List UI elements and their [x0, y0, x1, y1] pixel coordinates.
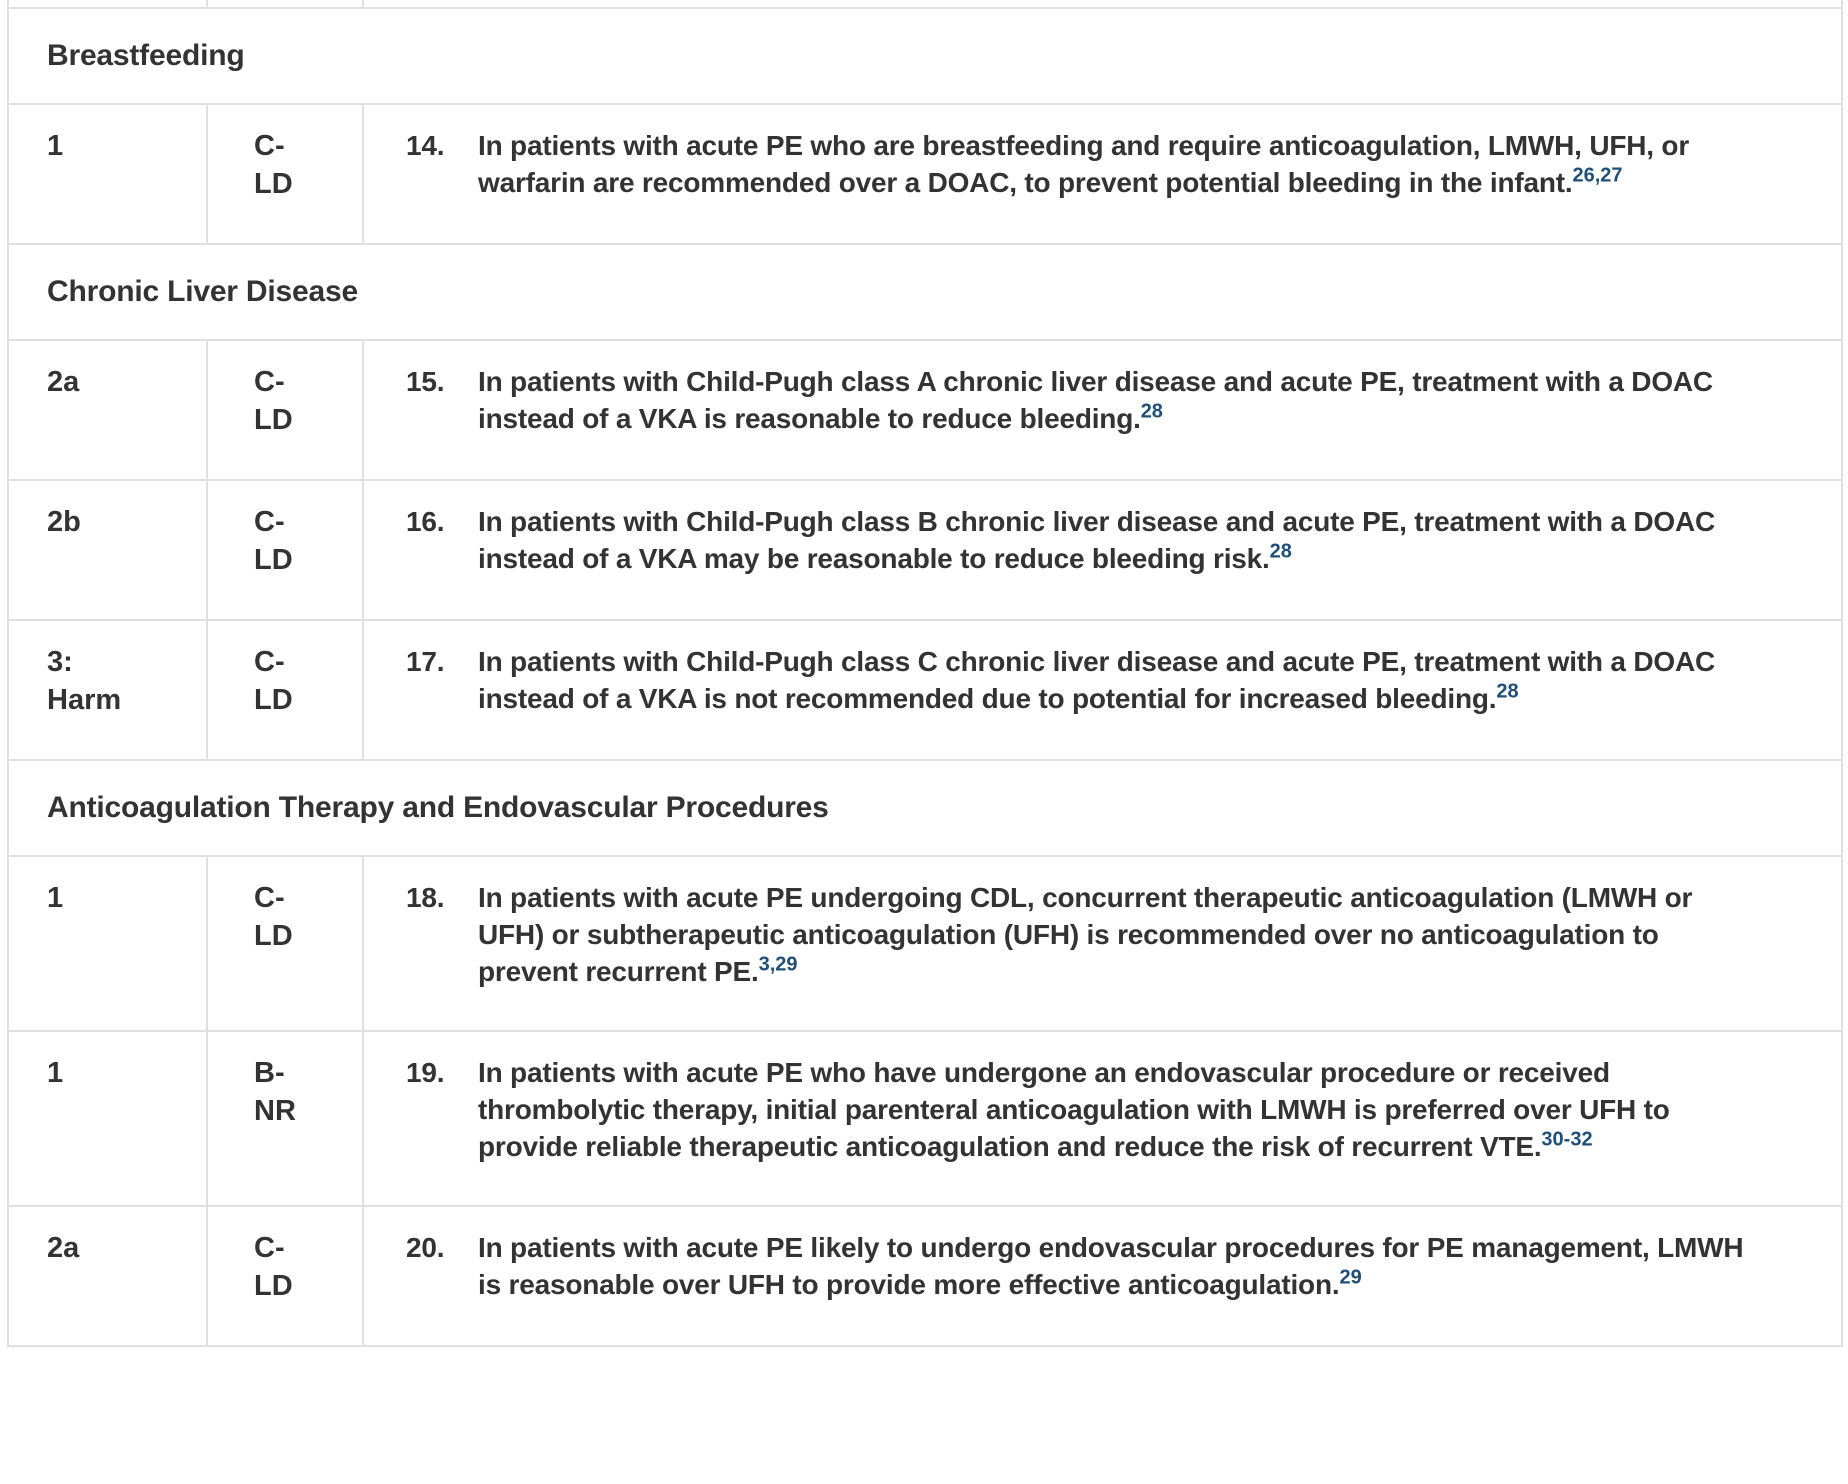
recommendation-number: 18. — [406, 882, 445, 913]
recommendation-body: In patients with Child-Pugh class C chronic liver disease and acute PE, treatment with a DOAC instead of a VKA is not recommended due to potential for increased bleeding. — [478, 646, 1716, 714]
recommendation-number: 14. — [406, 130, 445, 161]
table-row — [8, 104, 1842, 244]
table-row — [8, 1031, 1842, 1206]
loe-cell: C-LD — [207, 340, 363, 480]
recommendation-text — [478, 127, 1763, 201]
reference-superscript[interactable]: 29 — [1339, 1266, 1362, 1289]
recommendation-text — [478, 503, 1763, 577]
empty-cell — [207, 0, 363, 8]
cor-cell: 1 — [8, 104, 207, 244]
recommendation-body: In patients with acute PE likely to undergo endovascular procedures for PE management, LMWH is reasonable over UFH to provide more effective anticoagulation. — [478, 1232, 1744, 1300]
table-row — [8, 340, 1842, 480]
cor-cell: 2b — [8, 480, 207, 620]
empty-cell — [8, 0, 207, 8]
section-title: Chronic Liver Disease — [8, 244, 1842, 340]
table-row — [8, 1206, 1842, 1346]
recommendation-text — [478, 1054, 1763, 1165]
recommendation-body: In patients with Child-Pugh class B chronic liver disease and acute PE, treatment with a DOAC instead of a VKA may be reasonable to reduce bleeding risk. — [478, 506, 1716, 574]
section-title: Breastfeeding — [8, 8, 1842, 104]
cor-cell: 1 — [8, 856, 207, 1031]
reference-superscript[interactable]: 28 — [1269, 540, 1292, 563]
section-header-row — [8, 760, 1842, 856]
recommendation-body: In patients with acute PE who are breastfeeding and require anticoagulation, LMWH, UFH, or warfarin are recommended over a DOAC, to prevent potential bleeding in the infant. — [478, 130, 1690, 198]
recommendation-cell — [363, 620, 1842, 760]
recommendation-number: 17. — [406, 646, 445, 677]
cor-cell: 2a — [8, 340, 207, 480]
loe-cell: C-LD — [207, 104, 363, 244]
recommendation-body: In patients with Child-Pugh class A chronic liver disease and acute PE, treatment with a DOAC instead of a VKA is reasonable to reduce bleeding. — [478, 366, 1713, 434]
table-row — [8, 856, 1842, 1031]
recommendation-text — [478, 1229, 1763, 1303]
empty-cell — [363, 0, 1842, 8]
loe-cell: B-NR — [207, 1031, 363, 1206]
recommendation-number: 19. — [406, 1057, 445, 1088]
recommendation-body: In patients with acute PE undergoing CDL, concurrent therapeutic anticoagulation (LMWH or UFH) or subtherapeutic anticoagulation (UFH) is recommended over no anticoagulation to prevent recurrent PE. — [478, 882, 1693, 987]
section-header-row — [8, 8, 1842, 104]
loe-cell: C-LD — [207, 856, 363, 1031]
recommendation-cell — [363, 1031, 1842, 1206]
recommendation-number: 15. — [406, 366, 445, 397]
recommendation-cell — [363, 1206, 1842, 1346]
loe-cell: C-LD — [207, 1206, 363, 1346]
recommendation-text — [478, 363, 1763, 437]
cor-cell: 3: Harm — [8, 620, 207, 760]
recommendation-text — [478, 879, 1763, 990]
cor-cell: 1 — [8, 1031, 207, 1206]
table-row — [8, 620, 1842, 760]
recommendation-number: 20. — [406, 1232, 445, 1263]
recommendation-number: 16. — [406, 506, 445, 537]
loe-cell: C-LD — [207, 480, 363, 620]
recommendation-body: In patients with acute PE who have undergone an endovascular procedure or received thrombolytic therapy, initial parenteral anticoagulation with LMWH is preferred over UFH to provide reliable therapeutic anticoagulation and reduce the risk of recurrent VTE. — [478, 1057, 1670, 1162]
recommendation-cell — [363, 340, 1842, 480]
section-header-row — [8, 244, 1842, 340]
partial-row-top — [8, 0, 1842, 8]
reference-superscript[interactable]: 26,27 — [1572, 164, 1623, 187]
recommendation-cell — [363, 104, 1842, 244]
recommendation-cell — [363, 856, 1842, 1031]
recommendation-cell — [363, 480, 1842, 620]
recommendation-text — [478, 643, 1763, 717]
recommendations-table — [7, 0, 1843, 1347]
reference-superscript[interactable]: 28 — [1496, 680, 1519, 703]
section-title: Anticoagulation Therapy and Endovascular Procedures — [8, 760, 1842, 856]
cor-cell: 2a — [8, 1206, 207, 1346]
reference-superscript[interactable]: 3,29 — [758, 953, 798, 976]
loe-cell: C-LD — [207, 620, 363, 760]
reference-superscript[interactable]: 28 — [1140, 400, 1163, 423]
reference-superscript[interactable]: 30-32 — [1541, 1128, 1593, 1151]
table-row — [8, 480, 1842, 620]
